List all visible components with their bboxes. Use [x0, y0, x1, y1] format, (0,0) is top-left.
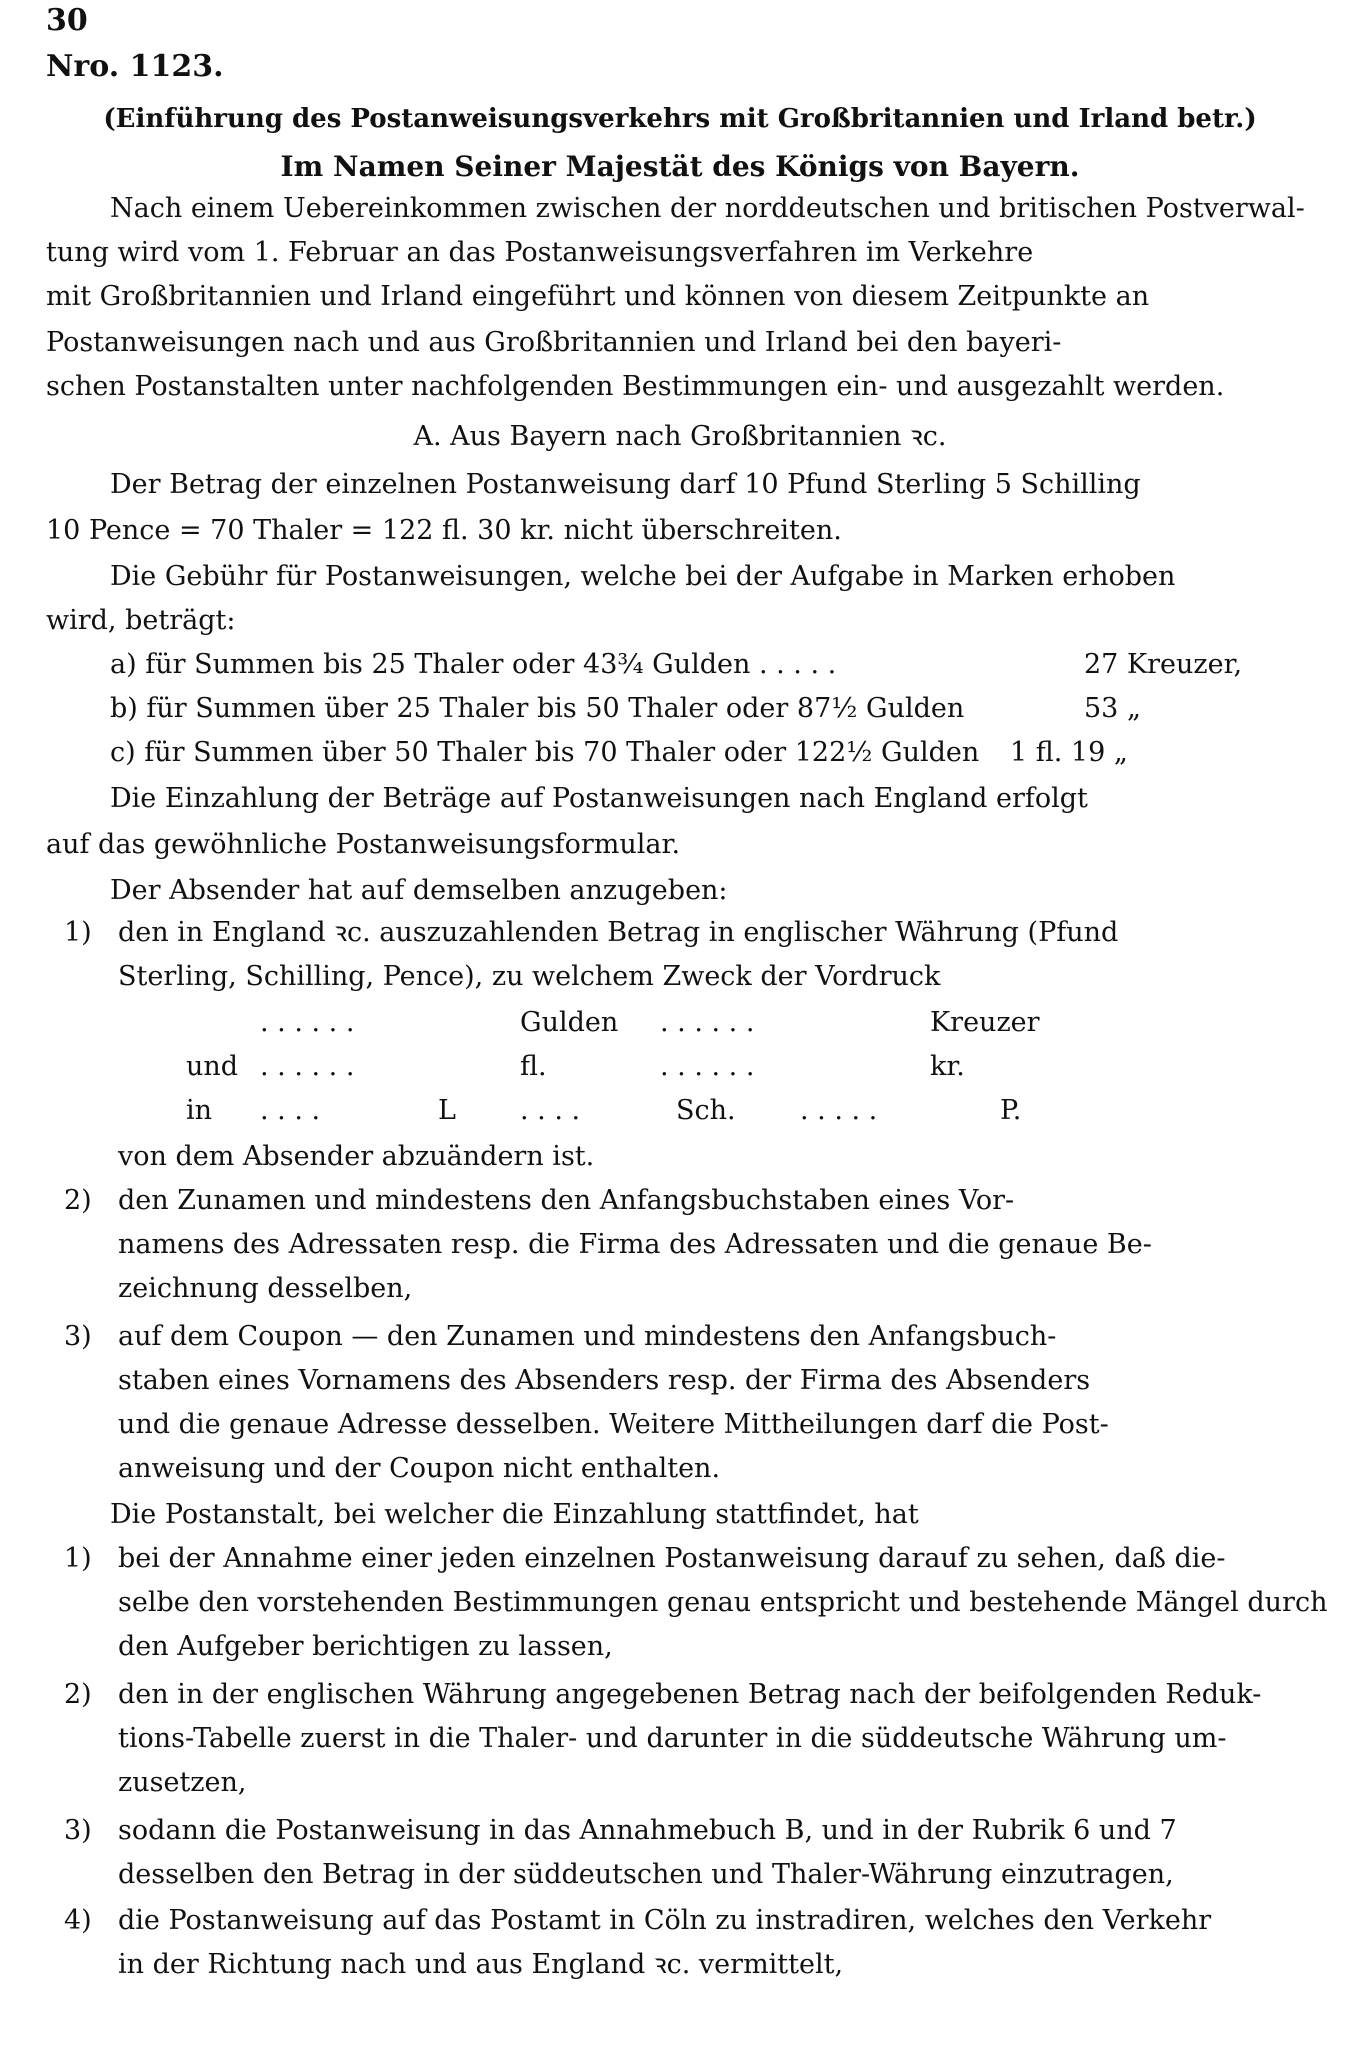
intro-line: Postanweisungen nach und aus Großbritannien und Irland bei den bayeri-: [46, 327, 1062, 358]
payment-line: auf das gewöhnliche Postanweisungsformular.: [46, 829, 681, 860]
list-item-line: und die genaue Adresse desselben. Weitere Mittheilungen darf die Post-: [118, 1409, 1109, 1440]
form-dots: . . . . . .: [660, 1007, 755, 1038]
payment-line: Die Einzahlung der Beträge auf Postanweisungen nach England erfolgt: [110, 783, 1088, 814]
limit-line: 10 Pence = 70 Thaler = 122 fl. 30 kr. nicht überschreiten.: [46, 515, 842, 546]
document-subject: (Einführung des Postanweisungsverkehrs mit Großbritannien und Irland betr.): [103, 104, 1257, 134]
list-item-line: bei der Annahme einer jeden einzelnen Postanweisung darauf zu sehen, daß die-: [118, 1543, 1226, 1574]
fee-amount-a: 27 Kreuzer,: [1084, 649, 1243, 680]
list-item-line: sodann die Postanweisung in das Annahmebuch B, und in der Rubrik 6 und 7: [118, 1815, 1177, 1846]
form-dots: . . . .: [260, 1095, 321, 1126]
form-caption-gulden: Gulden: [520, 1007, 619, 1038]
form-caption-pence: P.: [1000, 1095, 1022, 1126]
intro-line: schen Postanstalten unter nachfolgenden Bestimmungen ein- und ausgezahlt werden.: [46, 371, 1225, 402]
form-dots: . . . . . .: [660, 1051, 755, 1082]
list-item-line: den Aufgeber berichtigen zu lassen,: [118, 1631, 613, 1662]
sender-intro: Der Absender hat auf demselben anzugeben:: [110, 875, 728, 906]
form-dots: . . . . . .: [260, 1007, 355, 1038]
intro-line: tung wird vom 1. Februar an das Postanweisungsverfahren im Verkehre: [46, 237, 1034, 268]
form-prefix: in: [186, 1095, 213, 1126]
form-dots: . . . .: [520, 1095, 581, 1126]
list-item-line: Sterling, Schilling, Pence), zu welchem Zweck der Vordruck: [118, 961, 941, 992]
list-item-line: auf dem Coupon — den Zunamen und mindestens den Anfangsbuch-: [118, 1321, 1057, 1352]
list-number: 3): [64, 1321, 92, 1352]
page-number: 30: [46, 3, 88, 38]
intro-line: Nach einem Uebereinkommen zwischen der norddeutschen und britischen Postverwal-: [110, 193, 1305, 224]
form-dots: . . . . . .: [260, 1051, 355, 1082]
list-number: 2): [64, 1679, 92, 1710]
form-caption-kreuzer: Kreuzer: [930, 1007, 1040, 1038]
list-item-line: den Zunamen und mindestens den Anfangsbuchstaben eines Vor-: [118, 1185, 1015, 1216]
fee-item-a: a) für Summen bis 25 Thaler oder 43¾ Gulden . . . . .: [110, 649, 837, 680]
fee-item-b: b) für Summen über 25 Thaler bis 50 Thaler oder 87½ Gulden: [110, 693, 965, 724]
list-item-line: anweisung und der Coupon nicht enthalten.: [118, 1453, 721, 1484]
list-item-line: den in England ꝛc. auszuzahlenden Betrag in englischer Währung (Pfund: [118, 917, 1119, 948]
limit-line: Der Betrag der einzelnen Postanweisung darf 10 Pfund Sterling 5 Schilling: [110, 469, 1141, 500]
list-number: 1): [64, 1543, 92, 1574]
list-item-line: in der Richtung nach und aus England ꝛc. vermittelt,: [118, 1949, 844, 1980]
list-number: 4): [64, 1905, 92, 1936]
form-caption-kr: kr.: [930, 1051, 965, 1082]
list-item-line: zusetzen,: [118, 1767, 247, 1798]
form-caption-fl: fl.: [520, 1051, 547, 1082]
list-number: 2): [64, 1185, 92, 1216]
heading: Im Namen Seiner Majestät des Königs von Bayern.: [280, 150, 1080, 183]
list-number: 3): [64, 1815, 92, 1846]
document-number: Nro. 1123.: [46, 49, 224, 84]
form-after-line: von dem Absender abzuändern ist.: [118, 1141, 595, 1172]
fee-item-c: c) für Summen über 50 Thaler bis 70 Thaler oder 122½ Gulden: [110, 737, 980, 768]
form-dots: . . . . .: [800, 1095, 878, 1126]
list-item-line: namens des Adressaten resp. die Firma des Adressaten und die genaue Be-: [118, 1229, 1152, 1260]
list-item-line: zeichnung desselben,: [118, 1273, 413, 1304]
fee-amount-c: 1 fl. 19 „: [1010, 737, 1128, 768]
fee-intro-line: Die Gebühr für Postanweisungen, welche bei der Aufgabe in Marken erhoben: [110, 561, 1176, 592]
list-item-line: desselben den Betrag in der süddeutschen und Thaler-Währung einzutragen,: [118, 1859, 1174, 1890]
fee-amount-b: 53 „: [1084, 693, 1141, 724]
list-item-line: selbe den vorstehenden Bestimmungen genau entspricht und bestehende Mängel durch: [118, 1587, 1328, 1618]
intro-line: mit Großbritannien und Irland eingeführt und können von diesem Zeitpunkte an: [46, 281, 1150, 312]
form-prefix: und: [186, 1051, 239, 1082]
list-item-line: staben eines Vornamens des Absenders resp. der Firma des Absenders: [118, 1365, 1091, 1396]
list-item-line: die Postanweisung auf das Postamt in Cöln zu instradiren, welches den Verkehr: [118, 1905, 1212, 1936]
section-a-heading: A. Aus Bayern nach Großbritannien ꝛc.: [413, 421, 947, 452]
list-item-line: tions-Tabelle zuerst in die Thaler- und darunter in die süddeutsche Währung um-: [118, 1723, 1227, 1754]
office-intro: Die Postanstalt, bei welcher die Einzahlung stattfindet, hat: [110, 1499, 919, 1530]
form-caption-pound: L: [438, 1095, 456, 1126]
fee-intro-line: wird, beträgt:: [46, 605, 236, 636]
form-caption-schilling: Sch.: [676, 1095, 736, 1126]
list-item-line: den in der englischen Währung angegebenen Betrag nach der beifolgenden Reduk-: [118, 1679, 1262, 1710]
list-number: 1): [64, 917, 92, 948]
